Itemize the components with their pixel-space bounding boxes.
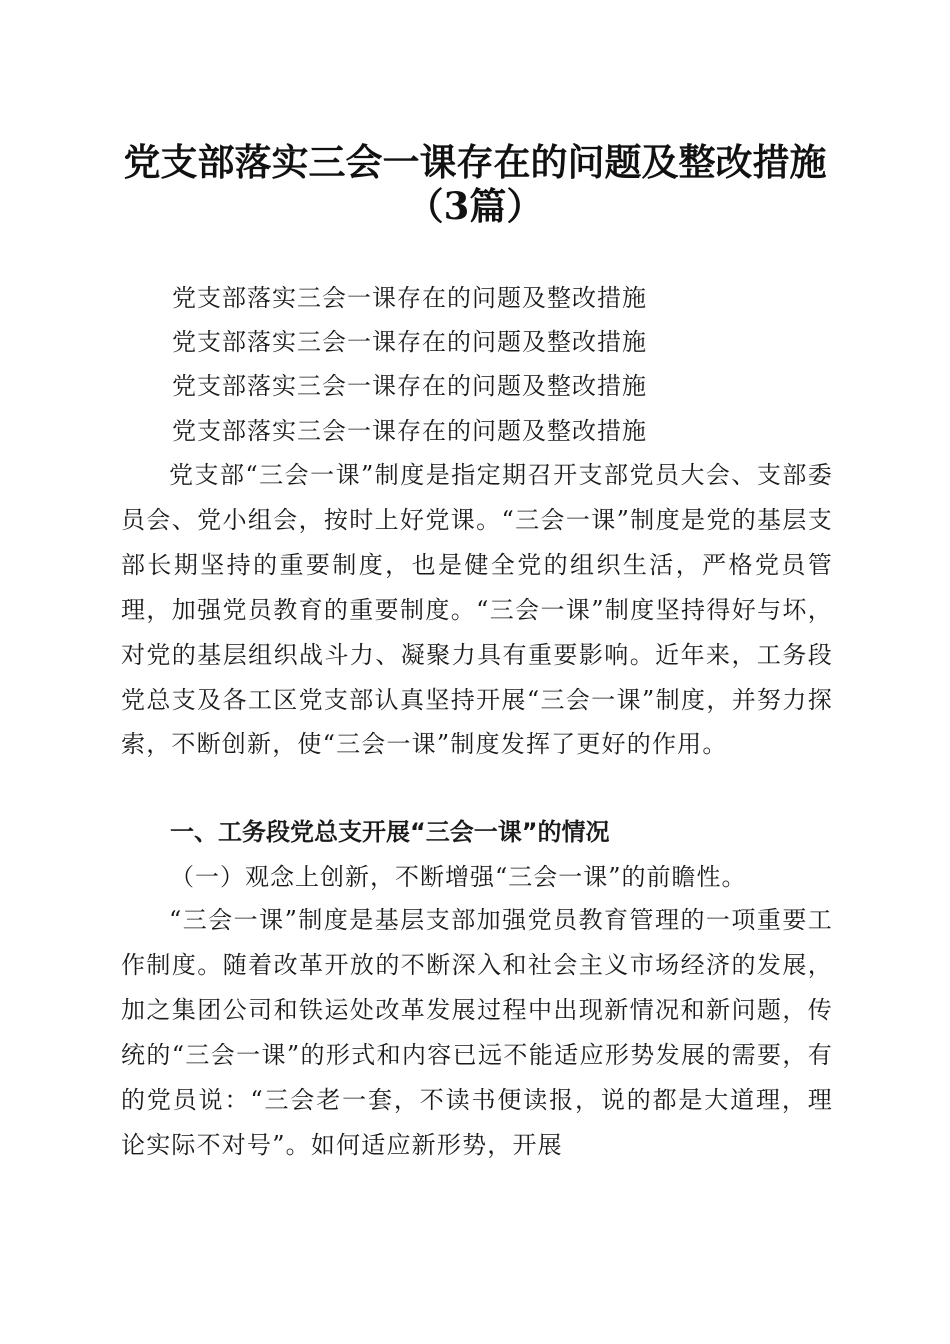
toc-item: 党支部落实三会一课存在的问题及整改措施	[172, 372, 647, 400]
section-subheading: （一）观念上创新，不断增强“三会一课”的前瞻性。	[170, 863, 747, 891]
body-paragraph: “三会一课”制度是基层支部加强党员教育管理的一项重要工作制度。随着改革开放的不断深入和社会主义市场经济的发展，加之集团公司和铁运处改革发展过程中出现新情况和新问题，传统的“三会一课”的形式和内容已远不能适应形势发展的需要，有的党员说：“三会老一套，不读书便读报，说的都是大道理，理论实际不对号”。如何适应新形势，开展	[121, 906, 833, 1159]
intro-paragraph: 党支部“三会一课”制度是指定期召开支部党员大会、支部委员会、党小组会，按时上好党课。“三会一课”制度是党的基层支部长期坚持的重要制度，也是健全党的组织生活，严格党员管理，加强党员教育的重要制度。“三会一课”制度坚持得好与坏，对党的基层组织战斗力、凝聚力具有重要影响。近年来，工务段党总支及各工区党支部认真坚持开展“三会一课”制度，并努力探索，不断创新，使“三会一课”制度发挥了更好的作用。	[121, 461, 833, 759]
document-title-count: （3篇）	[406, 184, 544, 228]
toc-item: 党支部落实三会一课存在的问题及整改措施	[172, 284, 647, 312]
toc-item: 党支部落实三会一课存在的问题及整改措施	[172, 328, 647, 356]
document-title: 党支部落实三会一课存在的问题及整改措施	[123, 140, 827, 184]
section-heading: 一、工务段党总支开展“三会一课”的情况	[170, 818, 610, 846]
toc-item: 党支部落实三会一课存在的问题及整改措施	[172, 417, 647, 445]
